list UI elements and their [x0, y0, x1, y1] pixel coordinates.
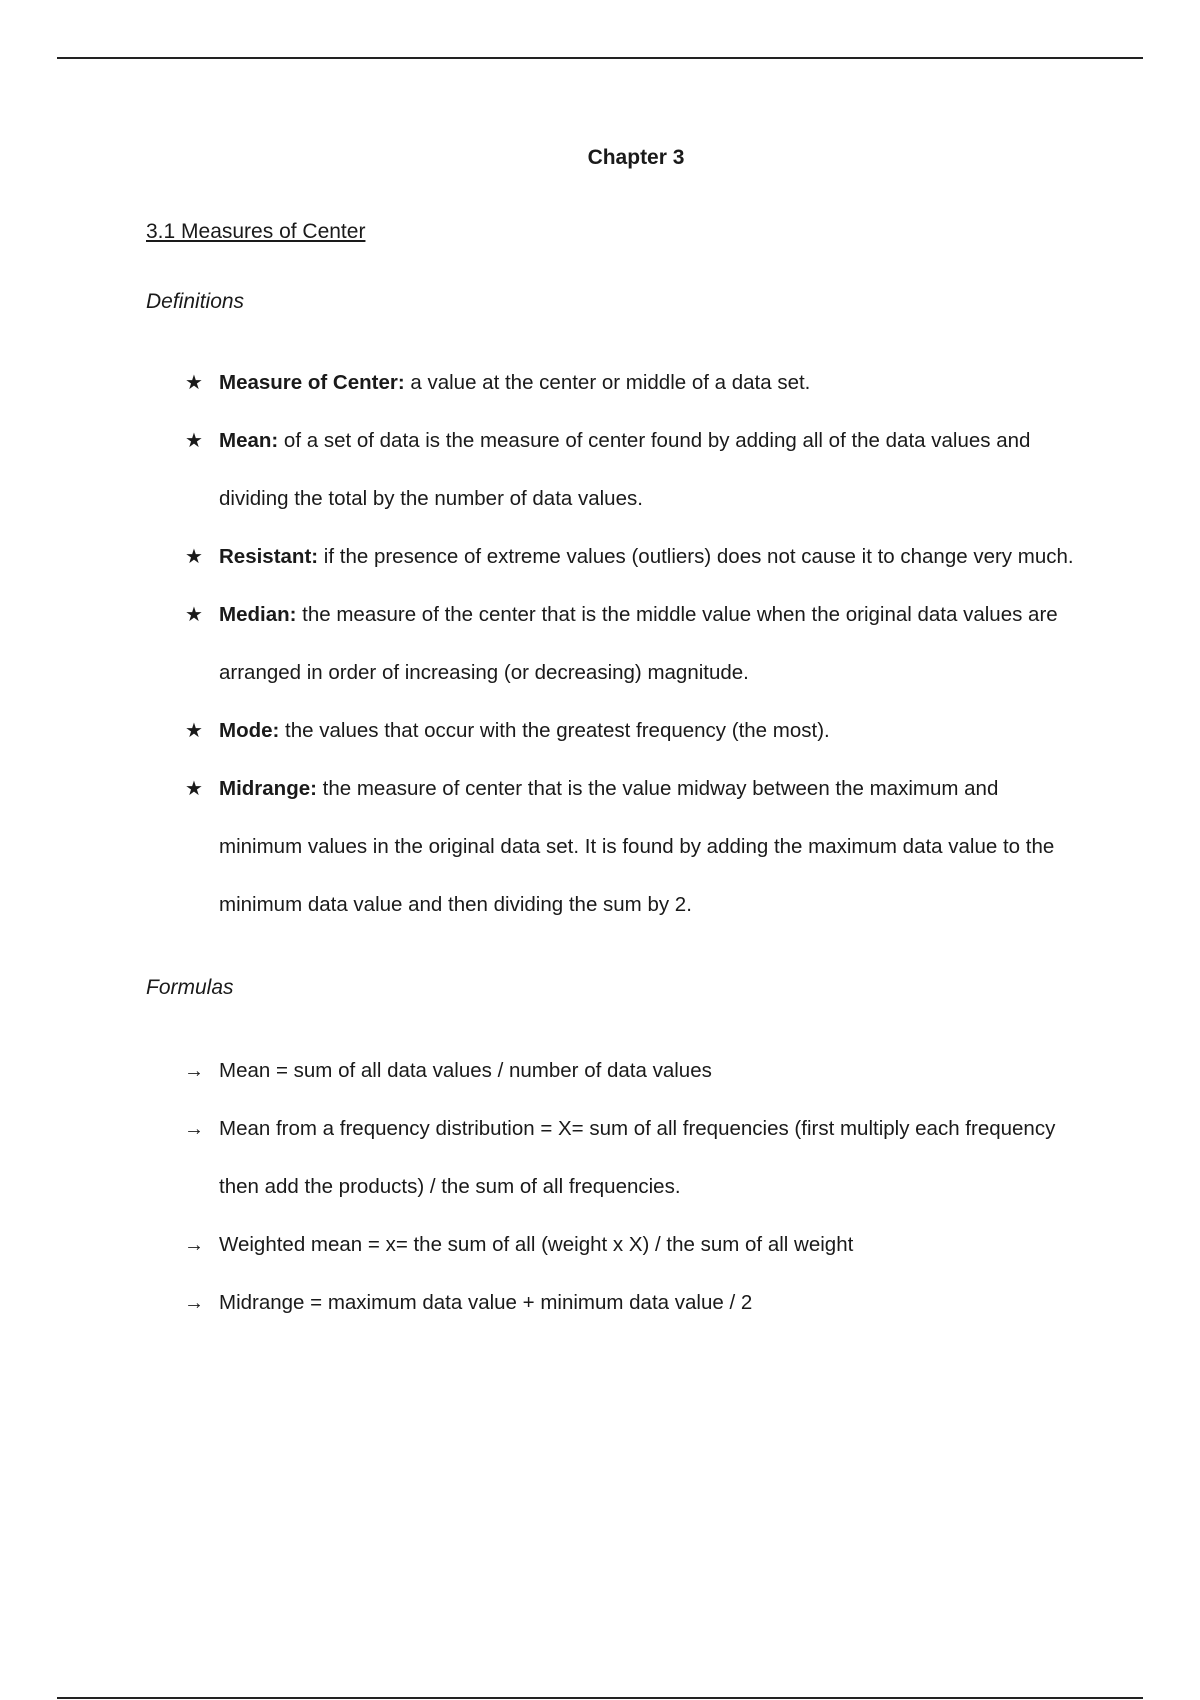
formula-item: [146, 1216, 1076, 1274]
document-page: [146, 140, 1076, 1332]
star-bullet-icon: ★: [185, 430, 203, 452]
definition-text: the measure of the center that is the middle value when the original data values are arranged in order of increasing (or decreasing) magnitude.: [219, 603, 1058, 684]
definition-text: the values that occur with the greatest frequency (the most).: [279, 719, 830, 742]
star-bullet-icon: ★: [185, 778, 203, 800]
formula-item: [146, 1042, 1076, 1100]
star-bullet-icon: ★: [185, 720, 203, 742]
star-bullet-icon: ★: [185, 604, 203, 626]
formula-text: Weighted mean = x= the sum of all (weight x X) / the sum of all weight: [219, 1233, 854, 1256]
star-bullet-icon: ★: [185, 372, 203, 394]
arrow-right-icon: →: [184, 1292, 204, 1314]
definition-item: [146, 586, 1076, 702]
formula-text: Midrange = maximum data value + minimum data value / 2: [219, 1291, 753, 1314]
definition-term: Median:: [219, 603, 297, 626]
formula-text: Mean from a frequency distribution = X= sum of all frequencies (first multiply each frequency then add the products) / the sum of all frequencies.: [219, 1117, 1056, 1198]
definition-term: Mode:: [219, 719, 280, 742]
definition-term: Measure of Center:: [219, 371, 405, 394]
formula-text: Mean = sum of all data values / number of data values: [219, 1059, 712, 1082]
definition-text: of a set of data is the measure of center found by adding all of the data values and dividing the total by the number of data values.: [219, 429, 1031, 510]
definition-item: [146, 528, 1076, 586]
definition-term: Resistant:: [219, 545, 319, 568]
formula-item: [146, 1274, 1076, 1332]
formulas-list: [146, 1042, 1076, 1332]
chapter-title: Chapter 3: [587, 146, 685, 169]
definition-item: [146, 702, 1076, 760]
definition-text: a value at the center or middle of a data set.: [404, 371, 811, 394]
definitions-list: [146, 354, 1076, 934]
definition-text: if the presence of extreme values (outliers) does not cause it to change very much.: [318, 545, 1074, 568]
definition-term: Mean:: [219, 429, 279, 452]
definition-item: [146, 354, 1076, 412]
star-bullet-icon: ★: [185, 546, 203, 568]
definition-item: [146, 760, 1076, 934]
definition-item: [146, 412, 1076, 528]
arrow-right-icon: →: [184, 1060, 204, 1082]
definition-term: Midrange:: [219, 777, 317, 800]
arrow-right-icon: →: [184, 1118, 204, 1140]
top-rule: [57, 57, 1143, 59]
arrow-right-icon: →: [184, 1234, 204, 1256]
definition-text: the measure of center that is the value midway between the maximum and minimum values in the original data set. It is found by adding the maximum data value to the minimum data value and then dividing the sum by 2.: [219, 777, 1055, 916]
formula-item: [146, 1100, 1076, 1216]
section-heading: 3.1 Measures of Center: [146, 220, 366, 243]
formulas-heading: Formulas: [146, 976, 234, 999]
definitions-heading: Definitions: [146, 290, 245, 313]
bottom-rule: [57, 1697, 1143, 1699]
